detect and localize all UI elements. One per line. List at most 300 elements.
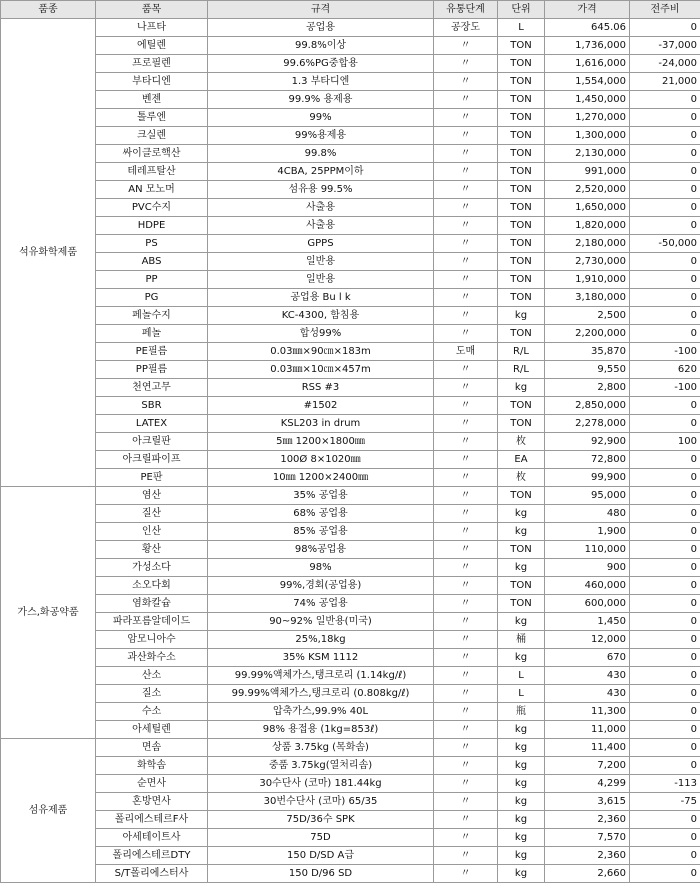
item-cell: 수소 <box>96 703 208 721</box>
item-cell: PP <box>96 271 208 289</box>
item-cell: PG <box>96 289 208 307</box>
price-cell: 92,900 <box>545 433 630 451</box>
table-row <box>1 235 700 253</box>
change-cell: 0 <box>630 739 700 757</box>
unit-cell: TON <box>498 595 545 613</box>
stage-cell: 〃 <box>434 505 498 523</box>
table-row <box>1 289 700 307</box>
spec-cell: 99.8%이상 <box>208 37 434 55</box>
price-cell: 1,910,000 <box>545 271 630 289</box>
spec-cell: KC-4300, 함침용 <box>208 307 434 325</box>
unit-cell: EA <box>498 451 545 469</box>
table-row <box>1 667 700 685</box>
stage-cell: 〃 <box>434 649 498 667</box>
spec-cell: 사출용 <box>208 217 434 235</box>
stage-cell: 공장도 <box>434 19 498 37</box>
change-cell: 0 <box>630 541 700 559</box>
price-cell: 35,870 <box>545 343 630 361</box>
change-cell: 0 <box>630 19 700 37</box>
item-cell: 벤젠 <box>96 91 208 109</box>
spec-cell: 150 D/SD A급 <box>208 847 434 865</box>
spec-cell: 35% 공업용 <box>208 487 434 505</box>
spec-cell: 섬유용 99.5% <box>208 181 434 199</box>
unit-cell: kg <box>498 811 545 829</box>
spec-cell: 0.03㎜×10㎝×457m <box>208 361 434 379</box>
price-cell: 3,180,000 <box>545 289 630 307</box>
header-category: 품종 <box>1 1 96 19</box>
price-cell: 1,900 <box>545 523 630 541</box>
item-cell: 파라포름알데이드 <box>96 613 208 631</box>
spec-cell: 99.99%액체가스,탱크로리 (0.808kg/ℓ) <box>208 685 434 703</box>
unit-cell: TON <box>498 37 545 55</box>
change-cell: 0 <box>630 145 700 163</box>
item-cell: PE판 <box>96 469 208 487</box>
spec-cell: GPPS <box>208 235 434 253</box>
spec-cell: 98% <box>208 559 434 577</box>
spec-cell: 75D/36수 SPK <box>208 811 434 829</box>
stage-cell: 〃 <box>434 433 498 451</box>
table-row <box>1 271 700 289</box>
category-cell: 석유화학제품 <box>1 19 96 487</box>
unit-cell: TON <box>498 415 545 433</box>
stage-cell: 〃 <box>434 451 498 469</box>
table-row <box>1 793 700 811</box>
change-cell: 0 <box>630 811 700 829</box>
unit-cell: kg <box>498 847 545 865</box>
price-cell: 95,000 <box>545 487 630 505</box>
unit-cell: TON <box>498 271 545 289</box>
table-row <box>1 451 700 469</box>
table-row <box>1 721 700 739</box>
item-cell: 질소 <box>96 685 208 703</box>
unit-cell: kg <box>498 721 545 739</box>
stage-cell: 〃 <box>434 577 498 595</box>
table-row <box>1 811 700 829</box>
price-cell: 430 <box>545 667 630 685</box>
price-cell: 1,450 <box>545 613 630 631</box>
unit-cell: TON <box>498 55 545 73</box>
table-row <box>1 595 700 613</box>
table-row <box>1 847 700 865</box>
price-cell: 11,400 <box>545 739 630 757</box>
price-cell: 2,500 <box>545 307 630 325</box>
table-row <box>1 19 700 37</box>
item-cell: 톨루엔 <box>96 109 208 127</box>
unit-cell: TON <box>498 487 545 505</box>
unit-cell: kg <box>498 757 545 775</box>
unit-cell: TON <box>498 91 545 109</box>
spec-cell: 100Ø 8×1020㎜ <box>208 451 434 469</box>
table-row <box>1 541 700 559</box>
price-cell: 3,615 <box>545 793 630 811</box>
table-row <box>1 829 700 847</box>
change-cell: -37,000 <box>630 37 700 55</box>
price-cell: 2,360 <box>545 847 630 865</box>
unit-cell: kg <box>498 379 545 397</box>
change-cell: -113 <box>630 775 700 793</box>
price-cell: 2,360 <box>545 811 630 829</box>
item-cell: 황산 <box>96 541 208 559</box>
price-cell: 900 <box>545 559 630 577</box>
stage-cell: 〃 <box>434 631 498 649</box>
stage-cell: 〃 <box>434 469 498 487</box>
price-cell: 2,278,000 <box>545 415 630 433</box>
table-row <box>1 577 700 595</box>
change-cell: 0 <box>630 613 700 631</box>
table-row <box>1 613 700 631</box>
spec-cell: 99.99%액체가스,탱크로리 (1.14kg/ℓ) <box>208 667 434 685</box>
unit-cell: TON <box>498 325 545 343</box>
spec-cell: 74% 공업용 <box>208 595 434 613</box>
price-cell: 11,300 <box>545 703 630 721</box>
spec-cell: 압축가스,99.9% 40L <box>208 703 434 721</box>
spec-cell: 1.3 부타디엔 <box>208 73 434 91</box>
stage-cell: 〃 <box>434 217 498 235</box>
item-cell: 과산화수소 <box>96 649 208 667</box>
item-cell: 아세틸렌 <box>96 721 208 739</box>
change-cell: -100 <box>630 343 700 361</box>
spec-cell: 99% <box>208 109 434 127</box>
spec-cell: #1502 <box>208 397 434 415</box>
spec-cell: 99.6%PG중합용 <box>208 55 434 73</box>
stage-cell: 〃 <box>434 685 498 703</box>
price-cell: 670 <box>545 649 630 667</box>
price-cell: 600,000 <box>545 595 630 613</box>
table-row <box>1 379 700 397</box>
unit-cell: R/L <box>498 343 545 361</box>
header-spec: 규격 <box>208 1 434 19</box>
spec-cell: 일반용 <box>208 253 434 271</box>
item-cell: 암모니아수 <box>96 631 208 649</box>
unit-cell: TON <box>498 145 545 163</box>
change-cell: 620 <box>630 361 700 379</box>
unit-cell: TON <box>498 397 545 415</box>
table-row <box>1 415 700 433</box>
item-cell: 염화칼슘 <box>96 595 208 613</box>
price-cell: 2,800 <box>545 379 630 397</box>
stage-cell: 도매 <box>434 343 498 361</box>
table-row <box>1 397 700 415</box>
table-row <box>1 199 700 217</box>
unit-cell: kg <box>498 613 545 631</box>
price-cell: 9,550 <box>545 361 630 379</box>
unit-cell: L <box>498 685 545 703</box>
price-cell: 12,000 <box>545 631 630 649</box>
item-cell: 혼방면사 <box>96 793 208 811</box>
item-cell: 폴리에스테르F사 <box>96 811 208 829</box>
item-cell: 에틸렌 <box>96 37 208 55</box>
price-cell: 2,130,000 <box>545 145 630 163</box>
stage-cell: 〃 <box>434 541 498 559</box>
item-cell: 화학솜 <box>96 757 208 775</box>
change-cell: 0 <box>630 757 700 775</box>
table-row <box>1 91 700 109</box>
table-row <box>1 343 700 361</box>
item-cell: 아세테이트사 <box>96 829 208 847</box>
table-row <box>1 505 700 523</box>
item-cell: 페놀 <box>96 325 208 343</box>
unit-cell: kg <box>498 505 545 523</box>
table-row <box>1 109 700 127</box>
stage-cell: 〃 <box>434 757 498 775</box>
stage-cell: 〃 <box>434 325 498 343</box>
change-cell: 0 <box>630 271 700 289</box>
price-cell: 2,520,000 <box>545 181 630 199</box>
table-row <box>1 163 700 181</box>
change-cell: 0 <box>630 577 700 595</box>
price-cell: 460,000 <box>545 577 630 595</box>
stage-cell: 〃 <box>434 289 498 307</box>
spec-cell: 99%,경회(공업용) <box>208 577 434 595</box>
price-cell: 11,000 <box>545 721 630 739</box>
unit-cell: TON <box>498 163 545 181</box>
change-cell: 0 <box>630 109 700 127</box>
spec-cell: 일반용 <box>208 271 434 289</box>
change-cell: 0 <box>630 559 700 577</box>
unit-cell: L <box>498 667 545 685</box>
change-cell: 0 <box>630 289 700 307</box>
item-cell: 순면사 <box>96 775 208 793</box>
item-cell: 싸이클로핵산 <box>96 145 208 163</box>
change-cell: 0 <box>630 253 700 271</box>
table-row <box>1 649 700 667</box>
spec-cell: 90~92% 일반용(미국) <box>208 613 434 631</box>
unit-cell: kg <box>498 775 545 793</box>
change-cell: 0 <box>630 469 700 487</box>
unit-cell: 枚 <box>498 433 545 451</box>
unit-cell: TON <box>498 181 545 199</box>
stage-cell: 〃 <box>434 109 498 127</box>
item-cell: SBR <box>96 397 208 415</box>
change-cell: 21,000 <box>630 73 700 91</box>
item-cell: HDPE <box>96 217 208 235</box>
spec-cell: 합성99% <box>208 325 434 343</box>
stage-cell: 〃 <box>434 181 498 199</box>
stage-cell: 〃 <box>434 253 498 271</box>
item-cell: 산소 <box>96 667 208 685</box>
stage-cell: 〃 <box>434 667 498 685</box>
unit-cell: kg <box>498 559 545 577</box>
table-row <box>1 685 700 703</box>
change-cell: 0 <box>630 595 700 613</box>
table-body <box>1 19 700 883</box>
price-cell: 991,000 <box>545 163 630 181</box>
unit-cell: TON <box>498 289 545 307</box>
header-row <box>1 1 700 19</box>
spec-cell: 98%공업용 <box>208 541 434 559</box>
spec-cell: 99.9% 용제용 <box>208 91 434 109</box>
price-cell: 4,299 <box>545 775 630 793</box>
stage-cell: 〃 <box>434 829 498 847</box>
header-unit: 단위 <box>498 1 545 19</box>
spec-cell: 공업용 Bu l k <box>208 289 434 307</box>
change-cell: 0 <box>630 505 700 523</box>
category-cell: 가스,화공약품 <box>1 487 96 739</box>
table-row <box>1 127 700 145</box>
spec-cell: 10㎜ 1200×2400㎜ <box>208 469 434 487</box>
price-cell: 2,850,000 <box>545 397 630 415</box>
price-cell: 2,200,000 <box>545 325 630 343</box>
price-cell: 1,300,000 <box>545 127 630 145</box>
change-cell: 0 <box>630 847 700 865</box>
change-cell: 0 <box>630 163 700 181</box>
table-row <box>1 703 700 721</box>
table-row <box>1 469 700 487</box>
price-cell: 1,650,000 <box>545 199 630 217</box>
item-cell: 천연고무 <box>96 379 208 397</box>
change-cell: 0 <box>630 703 700 721</box>
table-row <box>1 307 700 325</box>
price-cell: 2,180,000 <box>545 235 630 253</box>
stage-cell: 〃 <box>434 235 498 253</box>
price-cell: 1,450,000 <box>545 91 630 109</box>
price-cell: 2,730,000 <box>545 253 630 271</box>
price-cell: 2,660 <box>545 865 630 883</box>
stage-cell: 〃 <box>434 397 498 415</box>
price-cell: 99,900 <box>545 469 630 487</box>
item-cell: ABS <box>96 253 208 271</box>
stage-cell: 〃 <box>434 415 498 433</box>
unit-cell: TON <box>498 109 545 127</box>
table-row <box>1 739 700 757</box>
price-cell: 1,736,000 <box>545 37 630 55</box>
stage-cell: 〃 <box>434 379 498 397</box>
unit-cell: kg <box>498 793 545 811</box>
change-cell: 0 <box>630 667 700 685</box>
change-cell: 0 <box>630 649 700 667</box>
item-cell: PS <box>96 235 208 253</box>
stage-cell: 〃 <box>434 307 498 325</box>
spec-cell: 98% 용접용 (1kg=853ℓ) <box>208 721 434 739</box>
stage-cell: 〃 <box>434 73 498 91</box>
change-cell: 0 <box>630 217 700 235</box>
item-cell: 인산 <box>96 523 208 541</box>
unit-cell: TON <box>498 73 545 91</box>
stage-cell: 〃 <box>434 775 498 793</box>
stage-cell: 〃 <box>434 595 498 613</box>
stage-cell: 〃 <box>434 91 498 109</box>
item-cell: 질산 <box>96 505 208 523</box>
stage-cell: 〃 <box>434 793 498 811</box>
unit-cell: kg <box>498 739 545 757</box>
item-cell: LATEX <box>96 415 208 433</box>
header-stage: 유통단계 <box>434 1 498 19</box>
stage-cell: 〃 <box>434 361 498 379</box>
item-cell: 나프타 <box>96 19 208 37</box>
unit-cell: R/L <box>498 361 545 379</box>
table-row <box>1 325 700 343</box>
table-row <box>1 73 700 91</box>
item-cell: PVC수지 <box>96 199 208 217</box>
table-row <box>1 253 700 271</box>
category-cell: 섬유제품 <box>1 739 96 883</box>
table-row <box>1 181 700 199</box>
item-cell: 염산 <box>96 487 208 505</box>
stage-cell: 〃 <box>434 865 498 883</box>
stage-cell: 〃 <box>434 811 498 829</box>
change-cell: 0 <box>630 685 700 703</box>
change-cell: 0 <box>630 127 700 145</box>
unit-cell: kg <box>498 865 545 883</box>
spec-cell: RSS #3 <box>208 379 434 397</box>
unit-cell: TON <box>498 217 545 235</box>
change-cell: 100 <box>630 433 700 451</box>
item-cell: 아크릴판 <box>96 433 208 451</box>
stage-cell: 〃 <box>434 199 498 217</box>
item-cell: 크실렌 <box>96 127 208 145</box>
price-cell: 7,570 <box>545 829 630 847</box>
price-cell: 1,616,000 <box>545 55 630 73</box>
change-cell: 0 <box>630 415 700 433</box>
stage-cell: 〃 <box>434 145 498 163</box>
price-cell: 1,554,000 <box>545 73 630 91</box>
change-cell: 0 <box>630 451 700 469</box>
unit-cell: kg <box>498 307 545 325</box>
stage-cell: 〃 <box>434 739 498 757</box>
spec-cell: 85% 공업용 <box>208 523 434 541</box>
unit-cell: TON <box>498 541 545 559</box>
spec-cell: 35% KSM 1112 <box>208 649 434 667</box>
item-cell: PE필름 <box>96 343 208 361</box>
item-cell: 가성소다 <box>96 559 208 577</box>
table-row <box>1 55 700 73</box>
unit-cell: kg <box>498 829 545 847</box>
price-cell: 430 <box>545 685 630 703</box>
table-row <box>1 523 700 541</box>
change-cell: 0 <box>630 829 700 847</box>
change-cell: 0 <box>630 721 700 739</box>
change-cell: 0 <box>630 325 700 343</box>
table-row <box>1 775 700 793</box>
header-price: 가격 <box>545 1 630 19</box>
item-cell: 면솜 <box>96 739 208 757</box>
spec-cell: 25%,18kg <box>208 631 434 649</box>
item-cell: 테레프탈산 <box>96 163 208 181</box>
change-cell: -50,000 <box>630 235 700 253</box>
spec-cell: 68% 공업용 <box>208 505 434 523</box>
price-cell: 110,000 <box>545 541 630 559</box>
table-row <box>1 487 700 505</box>
item-cell: PP필름 <box>96 361 208 379</box>
change-cell: 0 <box>630 397 700 415</box>
header-item: 품목 <box>96 1 208 19</box>
spec-cell: 150 D/96 SD <box>208 865 434 883</box>
stage-cell: 〃 <box>434 487 498 505</box>
change-cell: 0 <box>630 631 700 649</box>
spec-cell: 99%용제용 <box>208 127 434 145</box>
unit-cell: TON <box>498 253 545 271</box>
change-cell: 0 <box>630 523 700 541</box>
table-row <box>1 217 700 235</box>
unit-cell: kg <box>498 523 545 541</box>
stage-cell: 〃 <box>434 55 498 73</box>
item-cell: 부타디엔 <box>96 73 208 91</box>
table-row <box>1 757 700 775</box>
stage-cell: 〃 <box>434 163 498 181</box>
table-row <box>1 559 700 577</box>
spec-cell: 30수단사 (코마) 181.44kg <box>208 775 434 793</box>
table-row <box>1 37 700 55</box>
item-cell: 폴리에스테르DTY <box>96 847 208 865</box>
table-row <box>1 145 700 163</box>
spec-cell: 4CBA, 25PPM이하 <box>208 163 434 181</box>
unit-cell: 桶 <box>498 631 545 649</box>
stage-cell: 〃 <box>434 703 498 721</box>
change-cell: 0 <box>630 91 700 109</box>
unit-cell: kg <box>498 649 545 667</box>
item-cell: AN 모노머 <box>96 181 208 199</box>
unit-cell: L <box>498 19 545 37</box>
